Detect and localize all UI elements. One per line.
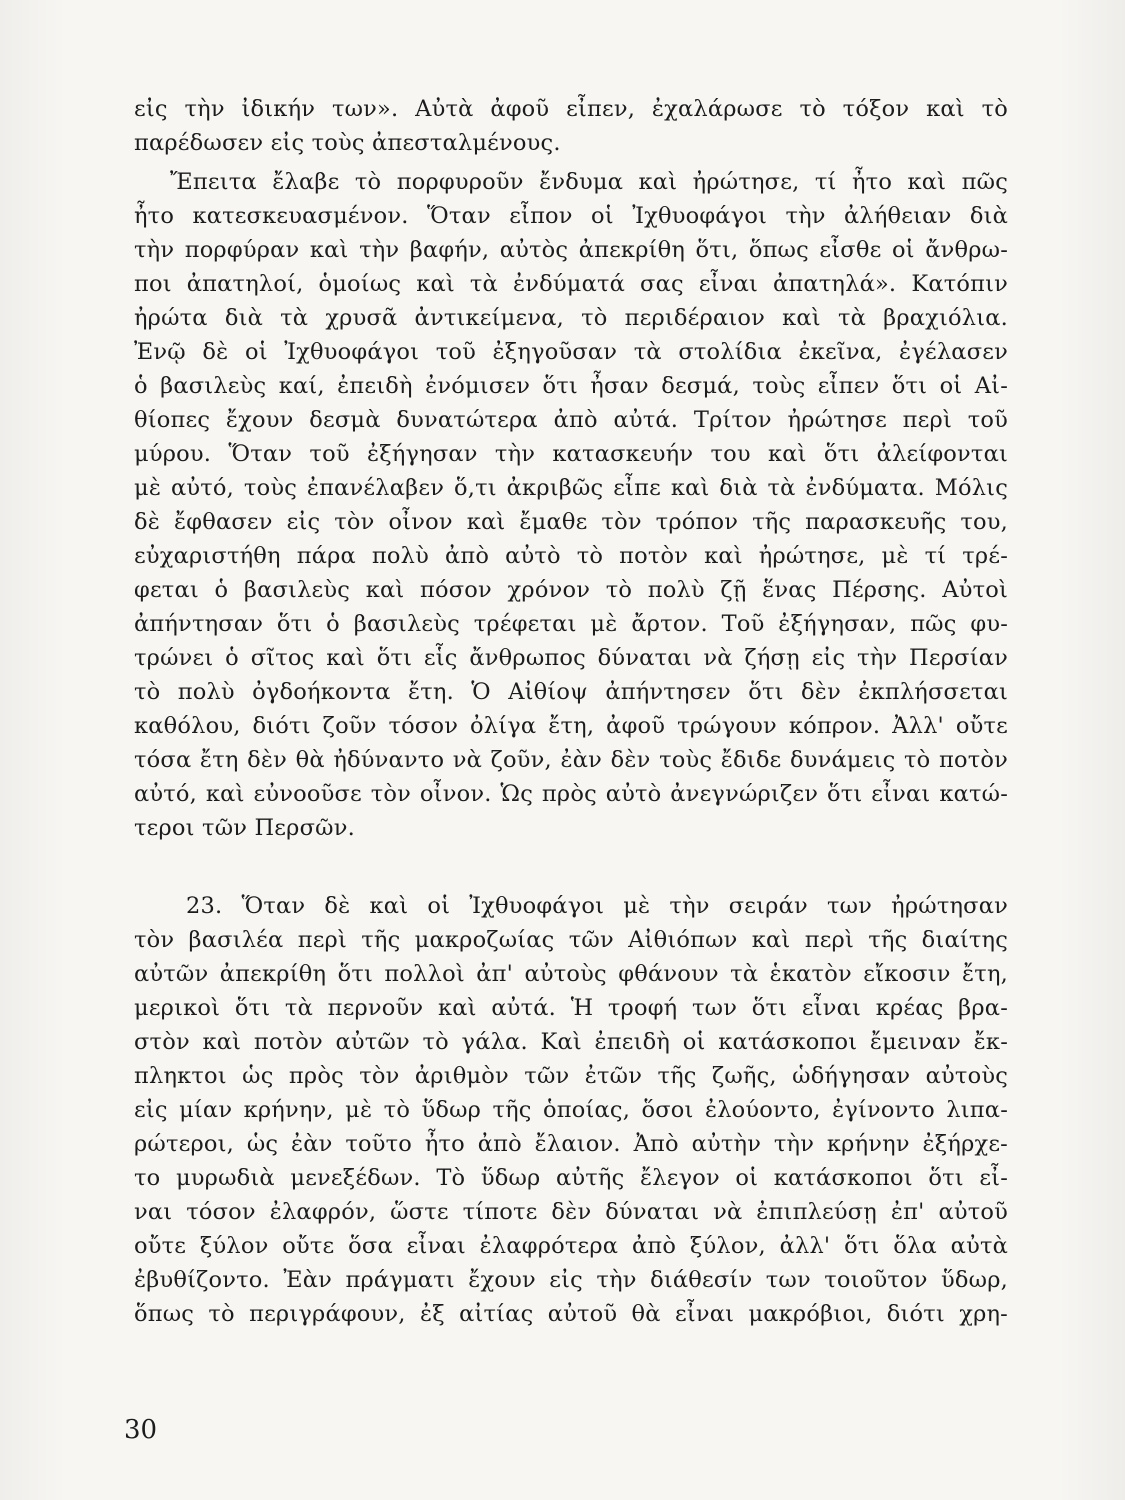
text-line: δὲ ἔφθασεν εἰς τὸν οἶνον καὶ ἔμαθε τὸν τρόπον τῆς παρασκευῆς του, [134,509,1008,535]
text-line: 23. Ὅταν δὲ καὶ οἱ Ἰχθυοφάγοι μὲ τὴν σειράν των ἠρώτησαν [186,893,1008,919]
paragraph-2 [134,165,1008,845]
text-line: εὐχαριστήθη πάρα πολὺ ἀπὸ αὐτὸ τὸ ποτὸν καὶ ἠρώτησε, μὲ τί τρέ- [134,543,1008,569]
text-line: τὸ πολὺ ὀγδοήκοντα ἔτη. Ὁ Αἰθίοψ ἀπήντησεν ὅτι δὲν ἐκπλήσσεται [134,679,1008,705]
text-line: αὐτό, καὶ εὐνοοῦσε τὸν οἶνον. Ὡς πρὸς αὐτὸ ἀνεγνώριζεν ὅτι εἶναι κατώ- [134,781,1008,807]
text-line: τόσα ἔτη δὲν θὰ ἠδύναντο νὰ ζοῦν, ἐὰν δὲν τοὺς ἔδιδε δυνάμεις τὸ ποτὸν [134,747,1008,773]
page-number: 30 [124,1415,158,1445]
text-line: το μυρωδιὰ μενεξέδων. Τὸ ὕδωρ αὐτῆς ἔλεγον οἱ κατάσκοποι ὅτι εἶ- [134,1165,1008,1191]
text-line: τὴν πορφύραν καὶ τὴν βαφήν, αὐτὸς ἀπεκρίθη ὅτι, ὅπως εἶσθε οἱ ἄνθρω- [134,237,1008,263]
text-line: εἰς μίαν κρήνην, μὲ τὸ ὕδωρ τῆς ὁποίας, ὅσοι ἐλούοντο, ἐγίνοντο λιπα- [134,1097,1008,1123]
text-line: τρώνει ὁ σῖτος καὶ ὅτι εἷς ἄνθρωπος δύναται νὰ ζήσῃ εἰς τὴν Περσίαν [134,645,1008,671]
text-line: Ἐνῷ δὲ οἱ Ἰχθυοφάγοι τοῦ ἐξηγοῦσαν τὰ στολίδια ἐκεῖνα, ἐγέλασεν [134,339,1008,365]
text-line: αὐτῶν ἀπεκρίθη ὅτι πολλοὶ ἀπ' αὐτοὺς φθάνουν τὰ ἑκατὸν εἴκοσιν ἔτη, [134,961,1008,987]
text-line: εἰς τὴν ἰδικήν των». Αὐτὰ ἀφοῦ εἶπεν, ἐχαλάρωσε τὸ τόξον καὶ τὸ [134,96,1008,122]
text-line: τὸν βασιλέα περὶ τῆς μακροζωίας τῶν Αἰθιόπων καὶ περὶ τῆς διαίτης [134,927,1008,953]
body-text [134,92,1008,1331]
text-line: μερικοὶ ὅτι τὰ περνοῦν καὶ αὐτά. Ἡ τροφή των ὅτι εἶναι κρέας βρα- [134,995,1008,1021]
text-line: Ἔπειτα ἔλαβε τὸ πορφυροῦν ἔνδυμα καὶ ἠρώτησε, τί ἦτο καὶ πῶς [170,169,1008,195]
paragraph-1 [134,92,1008,160]
text-line: ἠρώτα διὰ τὰ χρυσᾶ ἀντικείμενα, τὸ περιδέραιον καὶ τὰ βραχιόλια. [134,305,1008,331]
text-line: ναι τόσον ἐλαφρόν, ὥστε τίποτε δὲν δύναται νὰ ἐπιπλεύσῃ ἐπ' αὐτοῦ [134,1199,1008,1225]
text-line: παρέδωσεν εἰς τοὺς ἀπεσταλμένους. [134,130,561,156]
text-line: ποι ἀπατηλοί, ὁμοίως καὶ τὰ ἐνδύματά σας εἶναι ἀπατηλά». Κατόπιν [134,271,1008,297]
text-line: ὁ βασιλεὺς καί, ἐπειδὴ ἐνόμισεν ὅτι ἦσαν δεσμά, τοὺς εἶπεν ὅτι οἱ Αἰ- [134,373,1008,399]
text-line: μὲ αὐτό, τοὺς ἐπανέλαβεν ὅ,τι ἀκριβῶς εἶπε καὶ διὰ τὰ ἐνδύματα. Μόλις [134,475,1008,501]
text-line: στὸν καὶ ποτὸν αὐτῶν τὸ γάλα. Καὶ ἐπειδὴ οἱ κατάσκοποι ἔμειναν ἔκ- [134,1029,1008,1055]
text-line: ἦτο κατεσκευασμένον. Ὅταν εἶπον οἱ Ἰχθυοφάγοι τὴν ἀλήθειαν διὰ [134,203,1008,229]
text-line: τεροι τῶν Περσῶν. [134,815,355,841]
text-line: φεται ὁ βασιλεὺς καὶ πόσον χρόνον τὸ πολὺ ζῇ ἕνας Πέρσης. Αὐτοὶ [134,577,1008,603]
text-line: μύρου. Ὅταν τοῦ ἐξήγησαν τὴν κατασκευήν του καὶ ὅτι ἀλείφονται [134,441,1008,467]
text-line: πληκτοι ὡς πρὸς τὸν ἀριθμὸν τῶν ἐτῶν τῆς ζωῆς, ὡδήγησαν αὐτοὺς [134,1063,1008,1089]
text-line: καθόλου, διότι ζοῦν τόσον ὀλίγα ἔτη, ἀφοῦ τρώγουν κόπρον. Ἀλλ' οὔτε [134,713,1008,739]
paragraph-3 [134,889,1008,1331]
text-line: οὔτε ξύλον οὔτε ὅσα εἶναι ἐλαφρότερα ἀπὸ ξύλον, ἀλλ' ὅτι ὅλα αὐτὰ [134,1233,1008,1259]
text-line: ὅπως τὸ περιγράφουν, ἐξ αἰτίας αὐτοῦ θὰ εἶναι μακρόβιοι, διότι χρη- [134,1301,1008,1327]
text-line: ρώτεροι, ὡς ἐὰν τοῦτο ἦτο ἀπὸ ἔλαιον. Ἀπὸ αὐτὴν τὴν κρήνην ἐξήρχε- [134,1131,1008,1157]
text-line: θίοπες ἔχουν δεσμὰ δυνατώτερα ἀπὸ αὐτά. Τρίτον ἠρώτησε περὶ τοῦ [134,407,1008,433]
text-line: ἀπήντησαν ὅτι ὁ βασιλεὺς τρέφεται μὲ ἄρτον. Τοῦ ἐξήγησαν, πῶς φυ- [134,611,1008,637]
text-line: ἐβυθίζοντο. Ἐὰν πράγματι ἔχουν εἰς τὴν διάθεσίν των τοιοῦτον ὕδωρ, [134,1267,1008,1293]
